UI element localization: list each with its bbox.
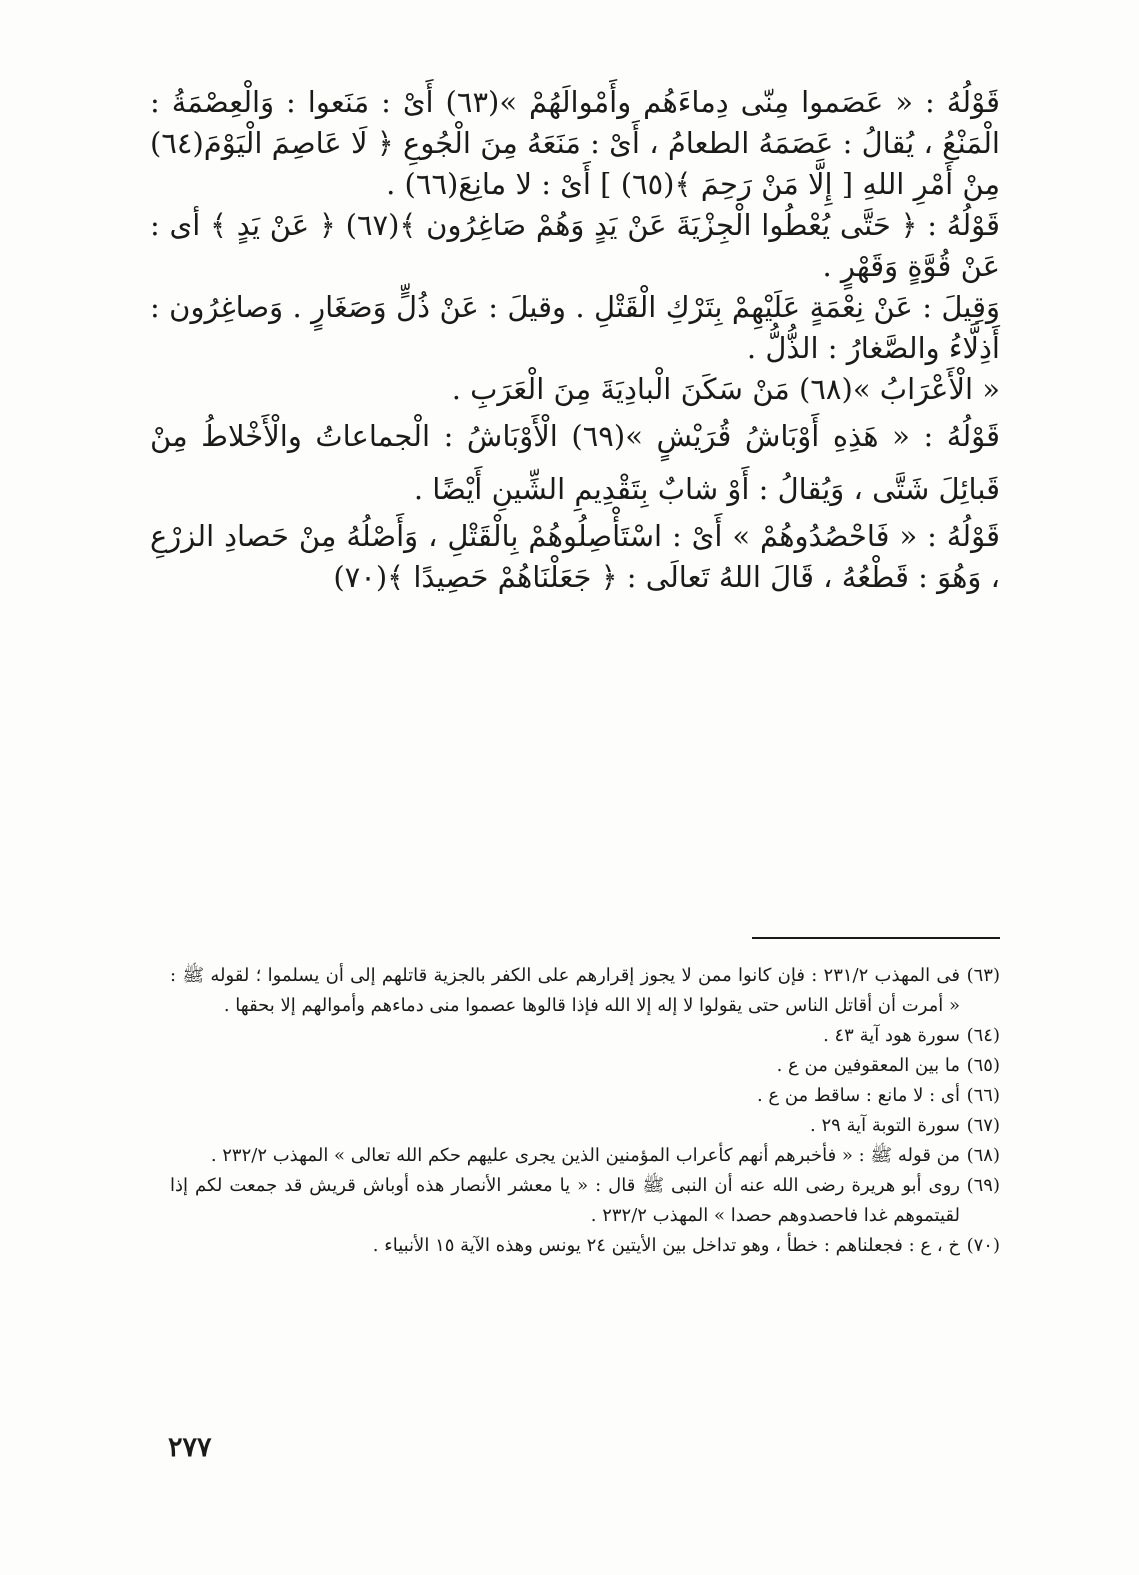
footnote-text: من قوله ﷺ : « فأخبرهم أنهم كأعراب المؤمنين الذين يجرى عليهم حكم الله تعالى » المهذب ٢٣٢/٢ . bbox=[210, 1145, 960, 1166]
footnote-number: (٧٠) bbox=[966, 1235, 1000, 1256]
page-number: ٢٧٧ bbox=[168, 1432, 212, 1463]
footnote-text: روى أبو هريرة رضى الله عنه أن النبى ﷺ قال : « يا معشر الأنصار هذه أوباش قريش قد جمعت لكم إذا لقيتموهم غدا فاحصدوهم حصدا » المهذب ٢٣٢/٢ . bbox=[170, 1175, 961, 1226]
footnote bbox=[170, 1231, 1000, 1261]
footnote-number: (٦٦) bbox=[966, 1085, 1000, 1106]
footnote-number: (٦٣) bbox=[966, 965, 1000, 986]
footnote-text: فى المهذب ٢٣١/٢ : فإن كانوا ممن لا يجوز إقرارهم على الكفر بالجزية قاتلهم إلى أن يسلموا ؛ لقوله ﷺ : « أمرت أن أقاتل الناس حتى يقولوا لا إله إلا الله فإذا قالوها عصموا منى دماءهم وأموالهم إلا بحقها . bbox=[170, 965, 960, 1016]
footnote-number: (٦٨) bbox=[966, 1145, 1000, 1166]
footnote bbox=[170, 1111, 1000, 1141]
footnote bbox=[170, 1141, 1000, 1171]
footnote-number: (٦٩) bbox=[966, 1175, 1000, 1196]
main-text bbox=[150, 82, 1000, 598]
paragraph-2: قَوْلُهُ : ﴿ حَتَّى يُعْطُوا الْجِزْيَةَ عَنْ يَدٍ وَهُمْ صَاغِرُون ﴾(٦٧) ﴿ عَنْ يَدٍ ﴾ أى : عَنْ قُوَّةٍ وَقَهْرٍ . bbox=[150, 208, 1000, 283]
footnotes bbox=[170, 961, 1000, 1261]
footnote bbox=[170, 1021, 1000, 1051]
footnote-number: (٦٥) bbox=[966, 1055, 1000, 1076]
footnote bbox=[170, 1081, 1000, 1111]
footnote-text: سورة هود آية ٤٣ . bbox=[823, 1025, 960, 1046]
footnote bbox=[170, 1171, 1000, 1231]
footnote-text: أى : لا مانع : ساقط من ع . bbox=[756, 1085, 960, 1106]
paragraph-5: قَوْلُهُ : « هَذِهِ أَوْبَاشُ قُرَيْشٍ »(٦٩) الْأَوْبَاشُ : الْجماعاتُ والْأَخْلاطُ مِنْ قَبائِلَ شَتَّى ، وَيُقالُ : أَوْ شابٌ بِتَقْدِيمِ الشِّينِ أَيْضًا . bbox=[150, 419, 1001, 506]
footnote-text: خ ، ع : فجعلناهم : خطأ ، وهو تداخل بين الأيتين ٢٤ يونس وهذه الآية ١٥ الأنبياء . bbox=[372, 1235, 960, 1256]
footnote bbox=[170, 961, 1000, 1021]
footnote-divider bbox=[752, 937, 1000, 939]
paragraph-3: وَقِيلَ : عَنْ نِعْمَةٍ عَلَيْهِمْ بِتَرْكِ الْقَتْلِ . وقيلَ : عَنْ ذُلٍّ وَصَغَارٍ . وَصاغِرُون : أَذِلَّاءُ والصَّغارُ : الذُّلُّ . bbox=[150, 290, 1000, 365]
paragraph-4: « الْأَعْرَابُ »(٦٨) مَنْ سَكَنَ الْبادِيَةَ مِنَ الْعَرَبِ . bbox=[451, 372, 1000, 406]
paragraph-6: قَوْلُهُ : « فَاحْصُدُوهُمْ » أَىْ : اسْتَأْصِلُوهُمْ بِالْقَتْلِ ، وَأَصْلُهُ مِنْ حَصادِ الزرْعِ ، وَهُوَ : قَطْعُهُ ، قَالَ اللهُ تَعالَى : ﴿ جَعَلْنَاهُمْ حَصِيدًا ﴾(٧٠) bbox=[150, 519, 1000, 594]
footnote-text: ما بين المعقوفين من ع . bbox=[776, 1055, 960, 1076]
footnote-number: (٦٤) bbox=[966, 1025, 1000, 1046]
footnote-number: (٦٧) bbox=[966, 1115, 1000, 1136]
footnote-text: سورة التوبة آية ٢٩ . bbox=[809, 1115, 960, 1136]
footnote bbox=[170, 1051, 1000, 1081]
paragraph-1: قَوْلُهُ : « عَصَموا مِنّى دِماءَهُم وأَمْوالَهُمْ »(٦٣) أَىْ : مَنَعوا : وَالْعِصْمَةُ : الْمَنْعُ ، يُقالُ : عَصَمَهُ الطعامُ ، أَىْ : مَنَعَهُ مِنَ الْجُوعِ ﴿ لَا عَاصِمَ الْيَوْمَ(٦٤) مِنْ أَمْرِ اللهِ [ إِلَّا مَنْ رَحِمَ ﴾(٦٥) ] أَىْ : لا مانِعَ(٦٦) . bbox=[150, 85, 1000, 201]
